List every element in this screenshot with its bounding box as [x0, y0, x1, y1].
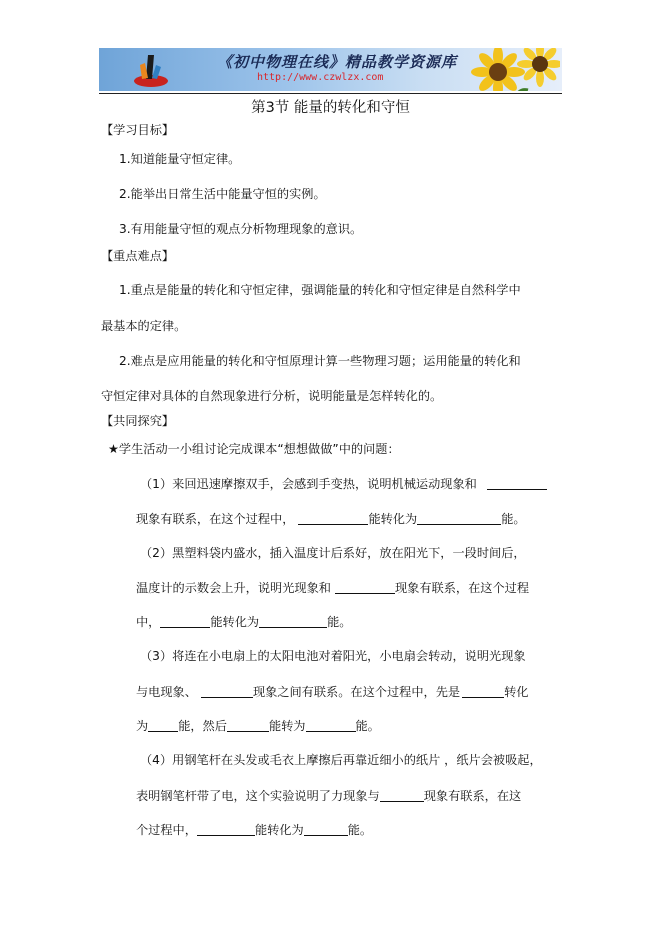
question-text: 能转化为 [368, 512, 418, 526]
banner-title: 《初中物理在线》精品教学资源库 [217, 53, 458, 71]
question-3-line [136, 684, 529, 700]
question-text: 为 [136, 719, 149, 733]
answer-blank[interactable] [201, 685, 253, 698]
question-text: 能。 [355, 719, 380, 733]
goal-item: 1.知道能量守恒定律。 [119, 152, 241, 166]
question-text: 能转化为 [254, 823, 304, 837]
question-3-line: （3）将连在小电扇上的太阳电池对着阳光，小电扇会转动，说明光现象 [140, 649, 526, 663]
answer-blank[interactable] [227, 719, 269, 732]
question-2-line [136, 614, 352, 630]
question-2-line [136, 580, 529, 596]
key-heading: 【重点难点】 [101, 249, 175, 263]
key-item-text: 最基本的定律。 [101, 319, 187, 333]
question-2-line: （2）黑塑料袋内盛水，插入温度计后系好，放在阳光下，一段时间后， [140, 546, 526, 560]
goals-heading: 【学习目标】 [101, 123, 175, 137]
question-text: 能转化为 [210, 615, 260, 629]
question-text: 现象有联系，在这个过程中， [136, 512, 295, 526]
question-text: 能。 [327, 615, 352, 629]
key-item-text: 守恒定律对具体的自然现象进行分析，说明能量是怎样转化的。 [101, 389, 443, 403]
answer-blank[interactable] [487, 477, 547, 490]
question-text: （1）来回迅速摩擦双手，会感到手变热，说明机械运动现象和 [140, 477, 477, 491]
question-text: 与电现象、 [136, 685, 197, 699]
question-text: 表明钢笔杆带了电，这个实验说明了力现象与 [136, 789, 380, 803]
question-text: 现象之间有联系。在这个过程中，先是 [252, 685, 461, 699]
question-text: 能。 [501, 512, 526, 526]
sunflower-icon [468, 48, 560, 91]
answer-blank[interactable] [197, 823, 255, 836]
question-text: 个过程中， [136, 823, 197, 837]
banner-url: http://www.czwlzx.com [257, 72, 384, 83]
goal-item: 3.有用能量守恒的观点分析物理现象的意识。 [119, 222, 363, 236]
question-4-line [136, 822, 372, 838]
answer-blank[interactable] [417, 512, 501, 525]
question-4-line: （4）用钢笔杆在头发或毛衣上摩擦后再靠近细小的纸片 ，纸片会被吸起， [140, 753, 542, 767]
key-item-text: 2.难点是应用能量的转化和守恒原理计算一些物理习题；运用能量的转化和 [119, 354, 521, 368]
answer-blank[interactable] [160, 615, 210, 628]
explore-heading: 【共同探究】 [101, 414, 175, 428]
goal-item: 2.能举出日常生活中能量守恒的实例。 [119, 187, 326, 201]
question-text: 转化 [504, 685, 529, 699]
activity-text: ★学生活动一小组讨论完成课本“想想做做”中的问题： [108, 442, 400, 456]
answer-blank[interactable] [462, 685, 504, 698]
answer-blank[interactable] [148, 719, 178, 732]
question-text: 能。 [347, 823, 373, 837]
answer-blank[interactable] [259, 615, 327, 628]
question-3-line [136, 718, 380, 734]
question-1-line [140, 476, 547, 492]
question-text: 中， [136, 615, 161, 629]
question-text: 能，然后 [178, 719, 227, 733]
question-4-line [136, 788, 521, 804]
question-text: 现象有联系，在这 [423, 789, 522, 803]
answer-blank[interactable] [306, 719, 356, 732]
question-text: 能转为 [268, 719, 306, 733]
question-text: 温度计的示数会上升，说明光现象和 [136, 581, 331, 595]
page-title: 第3节 能量的转化和守恒 [251, 100, 410, 116]
answer-blank[interactable] [380, 789, 424, 802]
key-item-text: 1.重点是能量的转化和守恒定律，强调能量的转化和守恒定律是自然科学中 [119, 283, 521, 297]
answer-blank[interactable] [298, 512, 368, 525]
question-1-line [136, 511, 526, 527]
header-divider [99, 93, 562, 94]
header-banner [99, 48, 562, 91]
question-text: 现象有联系，在这个过程 [395, 581, 530, 595]
site-logo-icon [131, 51, 171, 89]
answer-blank[interactable] [304, 823, 348, 836]
answer-blank[interactable] [335, 581, 395, 594]
